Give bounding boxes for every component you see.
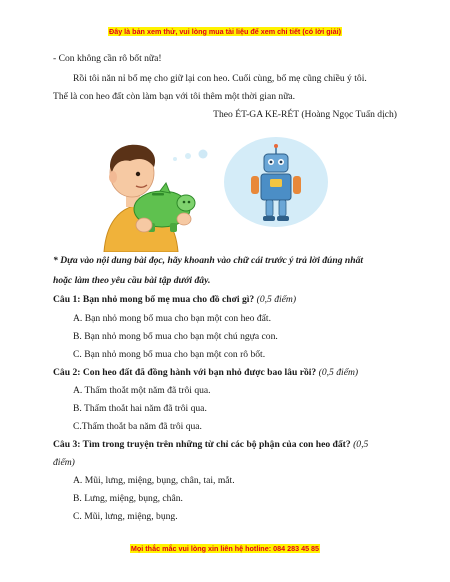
question-1-option-a[interactable]: A. Bạn nhỏ mong bố mua cho bạn một con heo đất. <box>73 313 271 324</box>
preview-banner: Đây là bản xem thử, vui lòng mua tài liệu để xem chi tiết (có lời giải) <box>109 27 341 36</box>
question-1-option-c[interactable]: C. Bạn nhỏ mong bố mua cho bạn một con rô bốt. <box>73 349 266 360</box>
question-2-option-c[interactable]: C.Thấm thoắt ba năm đã trôi qua. <box>73 421 202 432</box>
question-3-points: (0,5 <box>353 439 369 450</box>
story-line-1: - Con không cần rô bốt nữa! <box>53 53 162 64</box>
story-line-3: Thế là con heo đất còn làm bạn với tôi thêm một thời gian nữa. <box>53 91 296 102</box>
hotline-banner: Mọi thắc mắc vui lòng xin liên hệ hotline: 084 283 45 85 <box>130 544 320 553</box>
question-1-points: (0,5 điểm) <box>256 294 297 305</box>
instruction-line-2: hoặc làm theo yêu cầu bài tập dưới đây. <box>53 275 211 286</box>
thought-dot-small <box>173 157 177 161</box>
question-3-title <box>53 439 368 451</box>
question-1-label: Câu 1: Bạn nhỏ mong bố mẹ mua cho đồ chơi gì? <box>53 294 255 305</box>
thought-dot-medium <box>185 153 191 159</box>
thought-dot-large <box>199 150 208 159</box>
question-3-option-a[interactable]: A. Mũi, lưng, miệng, bụng, chân, tai, mắt. <box>73 475 235 486</box>
boy-piggybank-robot-illustration <box>100 137 340 252</box>
instruction-line-1: * Dựa vào nội dung bài đọc, hãy khoanh vào chữ cái trước ý trả lời đúng nhất <box>53 255 364 266</box>
question-2-option-a[interactable]: A. Thấm thoắt một năm đã trôi qua. <box>73 385 211 396</box>
story-line-2: Rồi tôi năn nỉ bố mẹ cho giữ lại con heo. Cuối cùng, bố mẹ cũng chiều ý tôi. <box>73 73 367 84</box>
question-3-option-b[interactable]: B. Lưng, miệng, bụng, chân. <box>73 493 183 504</box>
boy-hand-left <box>136 218 152 232</box>
question-3-label: Câu 3: Tìm trong truyện trên những từ chỉ các bộ phận của con heo đất? <box>53 439 351 450</box>
question-1-option-b[interactable]: B. Bạn nhỏ mong bố mua cho bạn một chú ngựa con. <box>73 331 278 342</box>
question-2-label: Câu 2: Con heo đất đã đồng hành với bạn nhỏ được bao lâu rồi? <box>53 367 317 378</box>
question-3-option-c[interactable]: C. Mũi, lưng, miệng, bụng. <box>73 511 178 522</box>
story-source: Theo ÉT-GA KE-RÉT (Hoàng Ngọc Tuấn dịch) <box>213 109 397 120</box>
boy-hand-right <box>177 213 191 225</box>
question-1-title <box>53 294 296 306</box>
question-2-title <box>53 367 358 379</box>
question-2-option-b[interactable]: B. Thấm thoắt hai năm đã trôi qua. <box>73 403 207 414</box>
question-2-points: (0,5 điểm) <box>318 367 359 378</box>
question-3-points-cont: điểm) <box>53 457 75 468</box>
